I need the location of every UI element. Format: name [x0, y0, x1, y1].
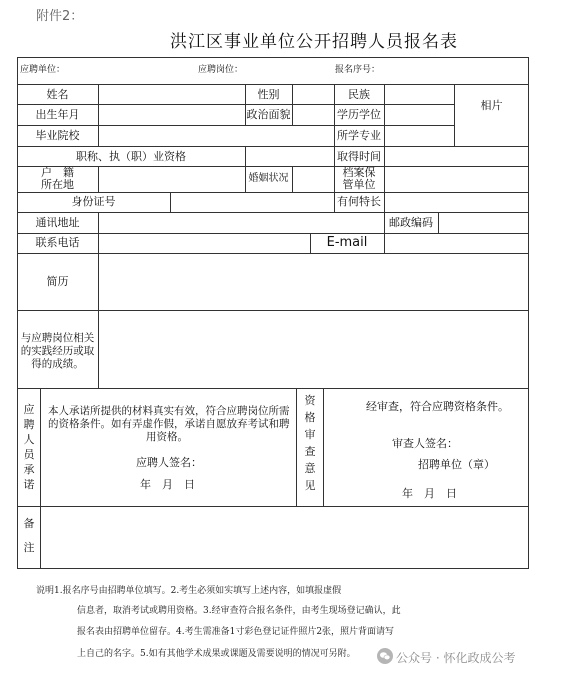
review-unit-seal: 招聘单位（章）: [418, 458, 495, 471]
review-date: 年 月 日: [402, 487, 457, 500]
row-line: [17, 388, 529, 389]
row-line: [17, 212, 529, 213]
remarks-label: 备注: [23, 517, 35, 554]
col-line: [292, 84, 293, 125]
col-line: [98, 84, 99, 146]
label-education: 学历学位: [337, 108, 381, 121]
pledge-text-line1: 本人承诺所提供的材料真实有效，符合应聘岗位所需: [48, 405, 290, 417]
pledge-side-label: 应聘人员承诺: [23, 403, 35, 491]
label-email: E-mail: [326, 235, 368, 250]
label-id-number: 身份证号: [71, 195, 116, 208]
review-signature: 审查人签名：: [392, 437, 458, 450]
label-specialty: 有何特长: [337, 195, 381, 208]
form-title: 洪江区事业单位公开招聘人员报名表: [170, 32, 458, 52]
row-line: [17, 146, 529, 147]
row-line: [17, 310, 529, 311]
pledge-text-line2: 的资格条件。如有弄虚作假，承诺自愿放弃考试和聘: [48, 418, 290, 430]
label-postcode: 邮政编码: [389, 216, 433, 229]
row-line: [17, 104, 454, 105]
label-ethnicity: 民族: [348, 88, 370, 101]
col-line: [454, 84, 455, 146]
row-line: [17, 84, 529, 85]
col-line: [384, 233, 385, 253]
review-side-label: 资格审查意见: [304, 394, 316, 492]
label-name: 姓名: [46, 88, 69, 101]
label-political: 政治面貌: [246, 108, 291, 121]
pledge-date: 年 月 日: [140, 478, 195, 491]
row-line: [17, 192, 529, 193]
col-line: [170, 192, 171, 212]
pledge-text-line3: 用资格。: [146, 431, 188, 443]
label-hukou-line1: 户 籍: [41, 166, 74, 179]
label-experience-line3: 得的成绩。: [31, 358, 84, 370]
label-experience-line2: 的实践经历或取: [20, 345, 95, 357]
watermark-text: 公众号 · 怀化政成公考: [396, 651, 516, 665]
col-line: [98, 166, 99, 192]
note-line1: 说明1.报名序号由招聘单位填写。2.考生必须如实填写上述内容，如填报虚假: [36, 586, 342, 596]
label-hukou-line2: 所在地: [41, 178, 74, 191]
label-phone: 联系电话: [35, 236, 80, 249]
row-line: [17, 506, 529, 507]
label-school: 毕业院校: [35, 129, 80, 142]
serial-label: 报名序号：: [335, 65, 381, 75]
label-major: 所学专业: [337, 129, 381, 142]
label-obtain-time: 取得时间: [337, 150, 381, 163]
col-line: [323, 388, 324, 506]
position-label: 应聘岗位：: [198, 65, 244, 75]
label-resume: 简历: [46, 275, 69, 288]
col-line: [438, 212, 439, 233]
col-line: [292, 166, 293, 192]
col-line: [40, 388, 41, 506]
col-line: [334, 84, 335, 212]
row-line: [17, 125, 454, 126]
label-archive-line2: 管单位: [342, 178, 376, 191]
note-line2: 信息者，取消考试或聘用资格。3.经审查符合报名条件，由考生现场登记确认，此: [77, 606, 401, 616]
pledge-signature: 应聘人签名：: [136, 456, 202, 469]
unit-label: 应聘单位：: [20, 65, 66, 75]
col-line: [245, 146, 246, 166]
col-line: [296, 388, 297, 506]
label-title-qualification: 职称、执（职）业资格: [76, 150, 186, 163]
col-line: [40, 506, 41, 569]
wechat-icon: [377, 648, 393, 664]
attachment-label: 附件2：: [36, 9, 84, 24]
note-line3: 报名表由招聘单位留存。4.考生需准备1寸彩色登记证件照片2张，照片背面请写: [77, 627, 395, 637]
label-photo: 相片: [480, 99, 503, 112]
label-address: 通讯地址: [35, 216, 80, 229]
label-birth: 出生年月: [35, 108, 80, 121]
label-marital: 婚姻状况: [248, 173, 289, 184]
col-line: [98, 212, 99, 388]
label-gender: 性别: [257, 88, 280, 101]
note-line4: 上自己的名字。5.如有其他学术成果或课题及需要说明的情况可另附。: [77, 649, 356, 659]
review-text: 经审查，符合应聘资格条件。: [366, 400, 509, 413]
col-line: [384, 84, 385, 212]
label-archive-line1: 档案保: [342, 166, 376, 179]
label-experience-line1: 与应聘岗位相关: [20, 332, 95, 344]
row-line: [17, 253, 529, 254]
row-line: [17, 233, 529, 234]
